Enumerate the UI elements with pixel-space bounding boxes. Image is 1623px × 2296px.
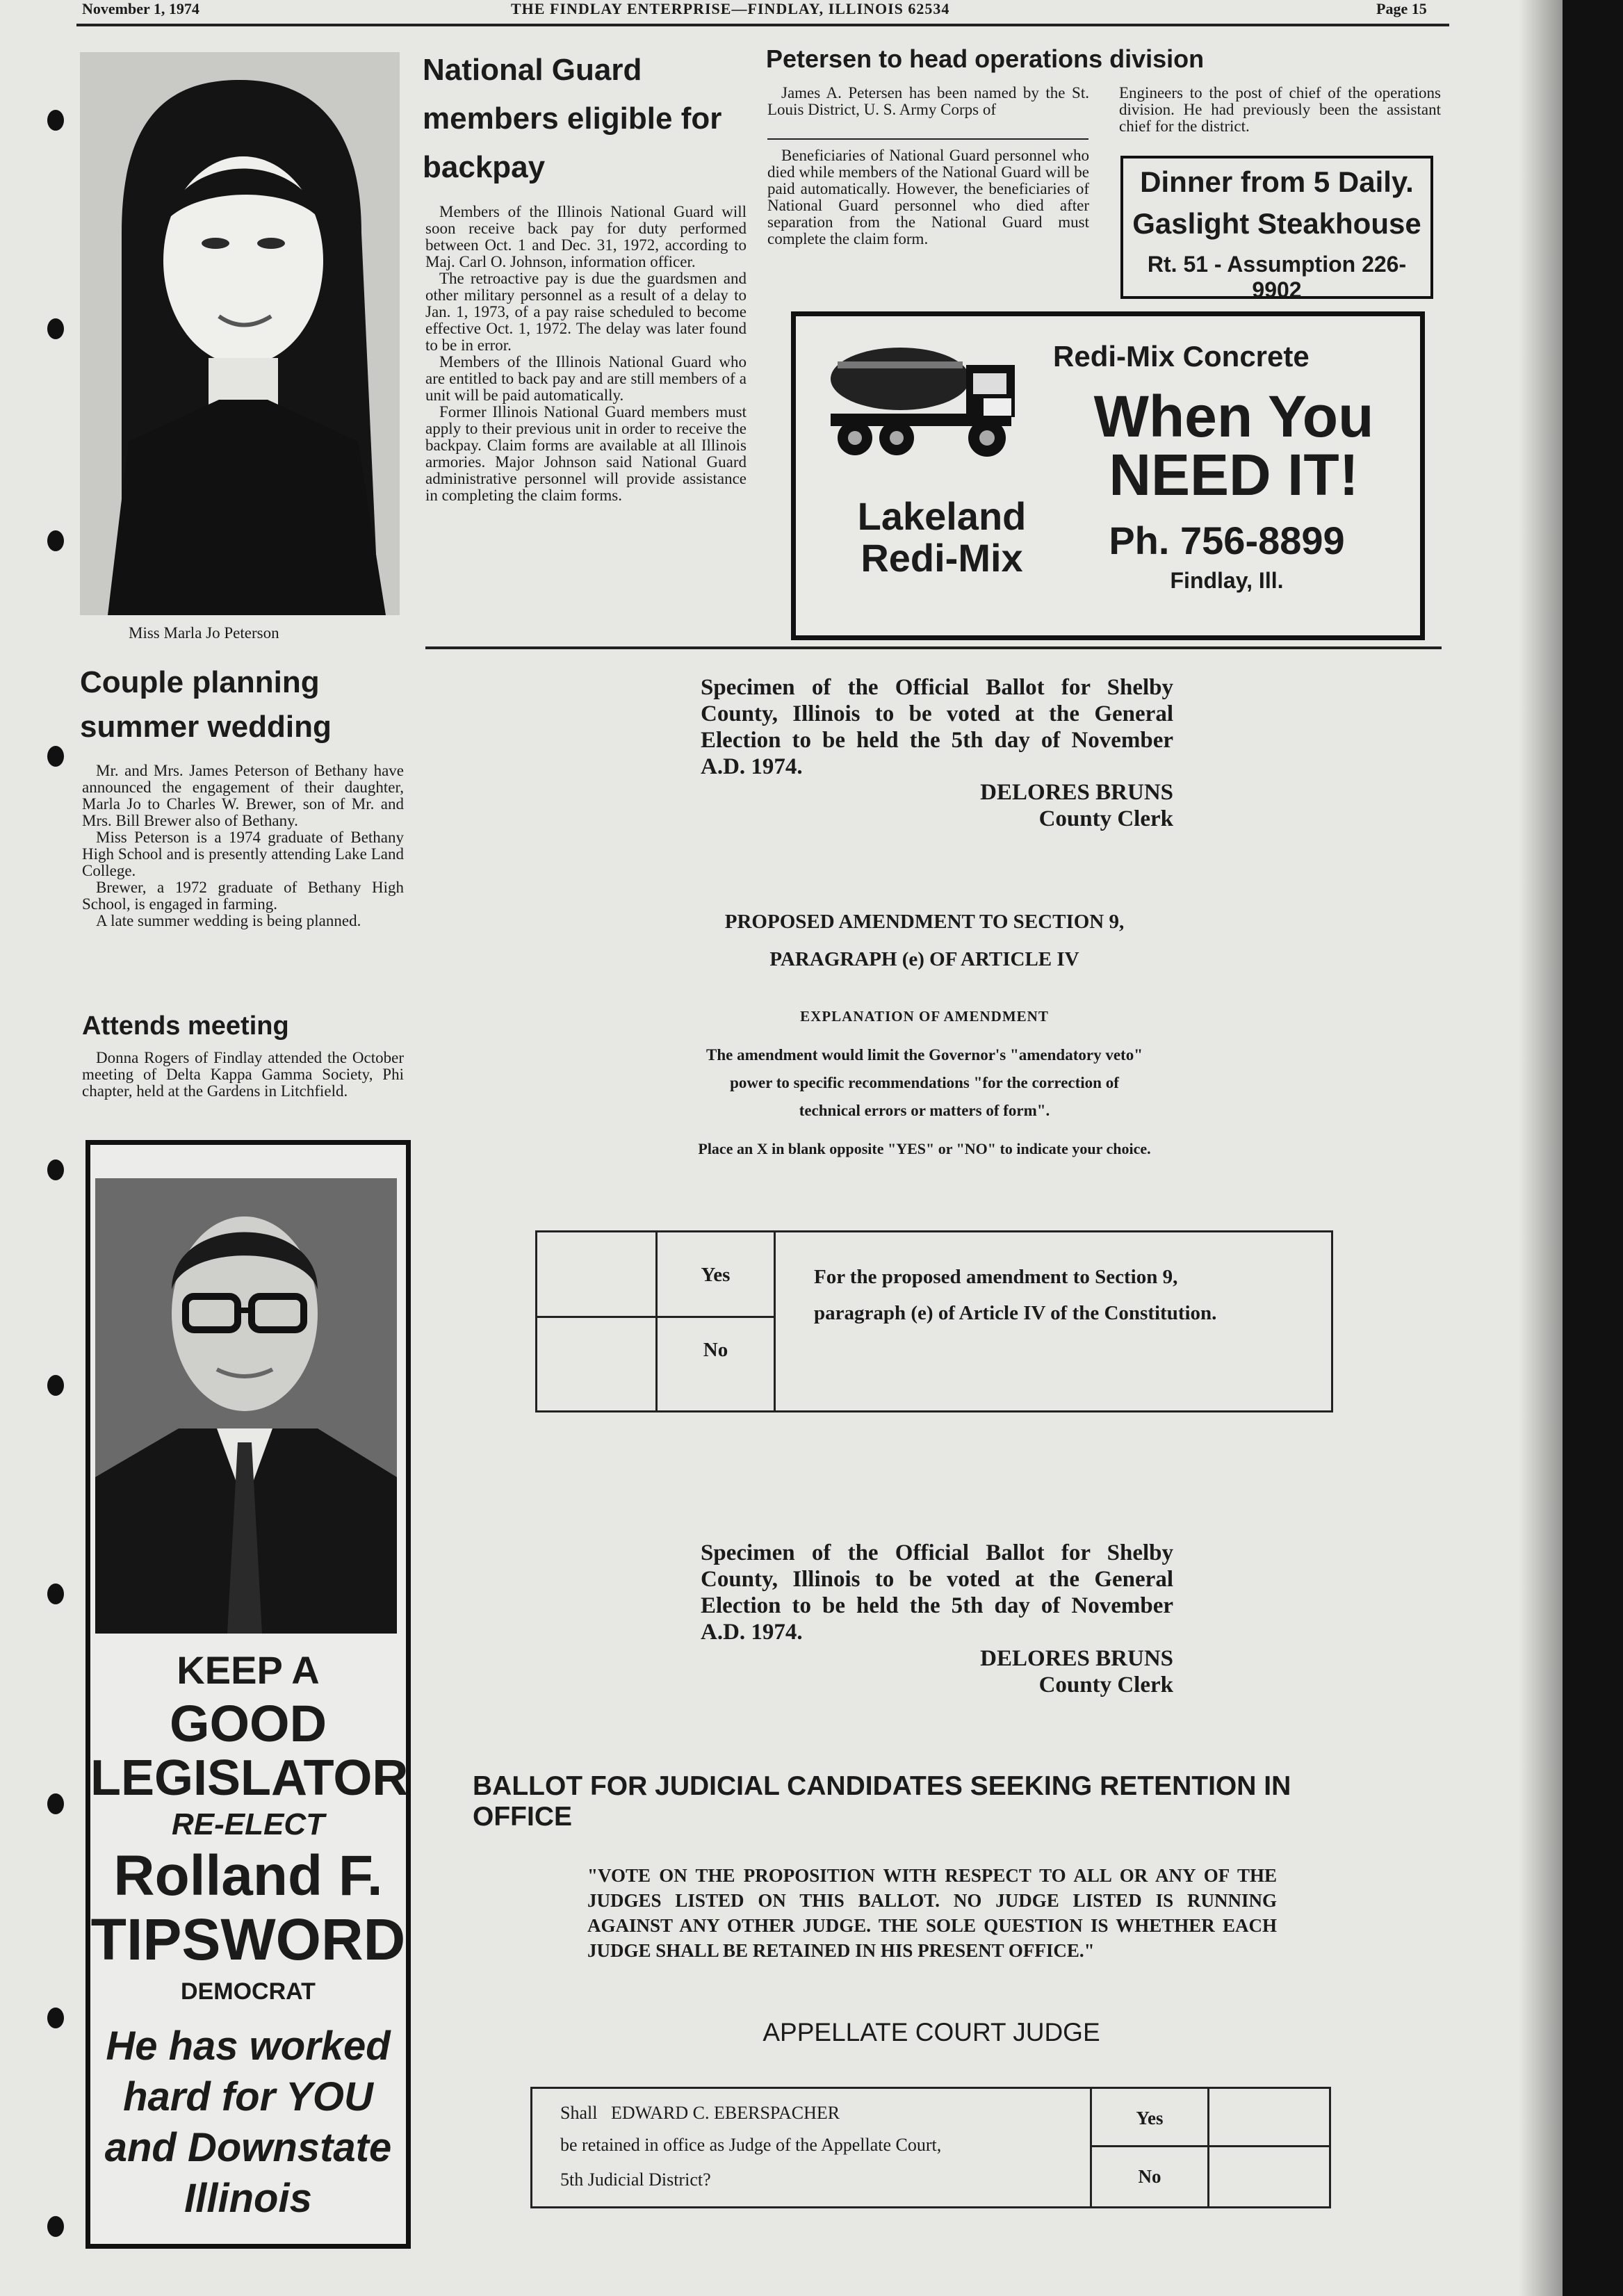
national-guard-body — [425, 204, 747, 504]
tipsword-reelect: RE-ELECT — [172, 1807, 325, 1841]
redimix-brand: Redi-Mix — [861, 536, 1023, 580]
national-guard-paragraph: Beneficiaries of National Guard personnel who died while members of the National Guard will be paid automatically. However, the beneficiaries of National Guard personnel who died after separation from the National Guard must complete the claim form. — [767, 147, 1089, 247]
mixer-truck-icon — [824, 337, 1032, 476]
binder-hole — [47, 1583, 64, 1604]
binder-hole — [47, 2216, 64, 2237]
ballot1-proposition: For the proposed amendment to Section 9, paragraph (e) of Article IV of the Constitution. — [814, 1266, 1217, 1324]
redimix-phone: Ph. 756-8899 — [1109, 519, 1345, 562]
judge-yes-box[interactable] — [1209, 2089, 1329, 2147]
couple-paragraph: Miss Peterson is a 1974 graduate of Bethany High School and is presently attending Lake Land College. — [82, 829, 404, 879]
column-divider — [767, 138, 1088, 140]
tipsword-legislator: LEGISLATOR — [90, 1750, 409, 1806]
petersen-paragraph: James A. Petersen has been named by the St. Louis District, U. S. Army Corps of — [767, 84, 1089, 118]
binder-hole — [47, 318, 64, 339]
couple-paragraph: A late summer wedding is being planned. — [96, 912, 361, 929]
judge-question — [560, 2103, 840, 2124]
header-page-number: Page 15 — [1376, 0, 1427, 17]
gaslight-line: Rt. 51 - Assumption 226-9902 — [1147, 252, 1407, 302]
tipsword-keep: KEEP A — [177, 1648, 320, 1692]
judge-question-line: 5th Judicial District? — [560, 2169, 711, 2190]
judge-no-label: No — [1090, 2147, 1209, 2206]
photo-caption: Miss Marla Jo Peterson — [129, 624, 279, 642]
header-rule — [76, 24, 1449, 26]
couple-paragraph: Brewer, a 1972 graduate of Bethany High School, is engaged in farming. — [82, 879, 404, 913]
redimix-slogan: When You — [1093, 384, 1374, 449]
national-guard-continued — [767, 147, 1089, 247]
ballot1-yes-box[interactable] — [537, 1232, 658, 1318]
ballot1-explanation-line: technical errors or matters of form". — [799, 1102, 1050, 1119]
binder-hole — [47, 110, 64, 131]
ballot2-clerk-name: DELORES BRUNS — [980, 1646, 1173, 1671]
ballot1-explanation-head: EXPLANATION OF AMENDMENT — [800, 1008, 1049, 1025]
tipsword-slogan: He has worked — [106, 2024, 391, 2069]
court-title: APPELLATE COURT JUDGE — [762, 2018, 1100, 2046]
redimix-product: Redi-Mix Concrete — [1053, 340, 1310, 373]
national-guard-paragraph: Former Illinois National Guard members must apply to their previous unit in order to receive the backpay. Claim forms are available at all Illinois armories. Major Johnson said National Guard administrative personnel will provide assistance in completing the claim forms. — [425, 403, 747, 504]
petersen-paragraph: Engineers to the post of chief of the operations division. He had previously been the assistant chief for the district. — [1119, 84, 1441, 135]
couple-body — [82, 763, 404, 929]
redimix-town: Findlay, Ill. — [1170, 568, 1284, 593]
page-edge-shadow — [1519, 0, 1563, 2296]
gaslight-line: Gaslight Steakhouse — [1132, 207, 1421, 240]
petersen-col1 — [767, 85, 1089, 118]
ballot2-specimen: Specimen of the Official Ballot for Shelby County, Illinois to be voted at the General Election to be held the 5th day of November A.D. 1974. — [701, 1540, 1173, 1645]
judicial-quote: "VOTE ON THE PROPOSITION WITH RESPECT TO ALL OR ANY OF THE JUDGES LISTED ON THIS BALLOT. NO JUDGE LISTED IS RUNNING AGAINST ANY OTHER JUDGE. THE SOLE QUESTION IS WHETHER EACH JUDGE SHALL BE RETAINED IN HIS PRESENT OFFICE." — [587, 1865, 1277, 1961]
judicial-title: BALLOT FOR JUDICIAL CANDIDATES SEEKING RETENTION IN OFFICE — [473, 1771, 1291, 1832]
judge-no-box[interactable] — [1209, 2147, 1329, 2206]
ballot2-clerk-title: County Clerk — [1038, 1672, 1173, 1697]
binder-hole — [47, 2008, 64, 2028]
national-guard-paragraph: Members of the Illinois National Guard who are entitled to back pay and are still members of a unit will be paid automatically. — [425, 353, 747, 404]
binder-hole — [47, 1159, 64, 1180]
attends-headline: Attends meeting — [82, 1011, 289, 1041]
ballot1-amendment-title: PROPOSED AMENDMENT TO SECTION 9, — [724, 911, 1125, 933]
attends-body — [82, 1050, 404, 1100]
tipsword-last-name: TIPSWORD — [90, 1907, 406, 1972]
tipsword-good: GOOD — [169, 1695, 327, 1752]
tipsword-slogan: and Downstate — [104, 2125, 392, 2170]
petersen-col2 — [1119, 85, 1441, 135]
petersen-headline: Petersen to head operations division — [766, 44, 1205, 73]
ballot1-amendment-title: PARAGRAPH (e) OF ARTICLE IV — [769, 948, 1079, 970]
binder-hole — [47, 1793, 64, 1814]
tipsword-slogan: Illinois — [184, 2176, 312, 2221]
attends-paragraph: Donna Rogers of Findlay attended the October meeting of Delta Kappa Gamma Society, Phi chapter, held at the Gardens in Litchfield. — [82, 1049, 404, 1100]
redimix-ad — [791, 311, 1425, 640]
ballot1-clerk-name: DELORES BRUNS — [980, 780, 1173, 805]
ballot1-explanation-line: power to specific recommendations "for the correction of — [730, 1074, 1119, 1091]
ballot1-specimen: Specimen of the Official Ballot for Shelby County, Illinois to be voted at the General Election to be held the 5th day of November A.D. 1974. — [701, 675, 1173, 779]
redimix-brand: Lakeland — [857, 494, 1027, 538]
header-paper-name: THE FINDLAY ENTERPRISE—FINDLAY, ILLINOIS 62534 — [511, 0, 950, 17]
tipsword-first-name: Rolland F. — [113, 1844, 383, 1907]
judge-question-line: be retained in office as Judge of the Appellate Court, — [560, 2135, 942, 2155]
ballot1-instruction: Place an X in blank opposite "YES" or "NO" to indicate your choice. — [698, 1140, 1151, 1157]
judge-yes-label: Yes — [1090, 2089, 1209, 2147]
national-guard-paragraph: The retroactive pay is due the guardsmen and other military personnel as a result of a delay to Jan. 1, 1973, of a pay raise scheduled to become effective Oct. 1, 1972. The delay was later found to be in error. — [425, 270, 747, 354]
binder-hole — [47, 530, 64, 551]
national-guard-headline: National Guard members eligible for backpay — [423, 53, 722, 184]
ballot1-table — [535, 1230, 1333, 1412]
couple-paragraph: Mr. and Mrs. James Peterson of Bethany have announced the engagement of their daughter, Marla Jo to Charles W. Brewer, son of Mr. and Mrs. Bill Brewer also of Bethany. — [82, 762, 404, 829]
photo-marla-peterson — [80, 52, 400, 615]
gaslight-ad — [1120, 156, 1433, 302]
judge-name: EDWARD C. EBERSPACHER — [610, 2103, 840, 2123]
ballot1-explanation-line: The amendment would limit the Governor's "amendatory veto" — [706, 1046, 1143, 1064]
ballot1-yes-label: Yes — [658, 1232, 776, 1318]
ballot1-clerk-title: County Clerk — [1038, 806, 1173, 831]
scan-border — [1563, 0, 1623, 2296]
judge-question-prefix: Shall — [560, 2103, 598, 2123]
ballot1-no-box[interactable] — [537, 1318, 658, 1410]
section-rule — [425, 646, 1442, 649]
tipsword-party: DEMOCRAT — [181, 1978, 316, 2005]
redimix-slogan: NEED IT! — [1109, 442, 1359, 507]
header-date: November 1, 1974 — [82, 0, 199, 17]
ballot1-no-label: No — [658, 1318, 776, 1410]
binder-hole — [47, 1375, 64, 1396]
national-guard-paragraph: Members of the Illinois National Guard will soon receive back pay for duty performed between Oct. 1 and Dec. 31, 1972, according to Maj. Carl O. Johnson, information officer. — [425, 203, 747, 270]
ballot2-table — [530, 2087, 1331, 2208]
gaslight-line: Dinner from 5 Daily. — [1140, 165, 1414, 198]
photo-tipsword — [95, 1178, 397, 1634]
tipsword-slogan: hard for YOU — [123, 2074, 373, 2119]
couple-headline: Couple planning summer wedding — [80, 665, 332, 744]
binder-hole — [47, 746, 64, 767]
